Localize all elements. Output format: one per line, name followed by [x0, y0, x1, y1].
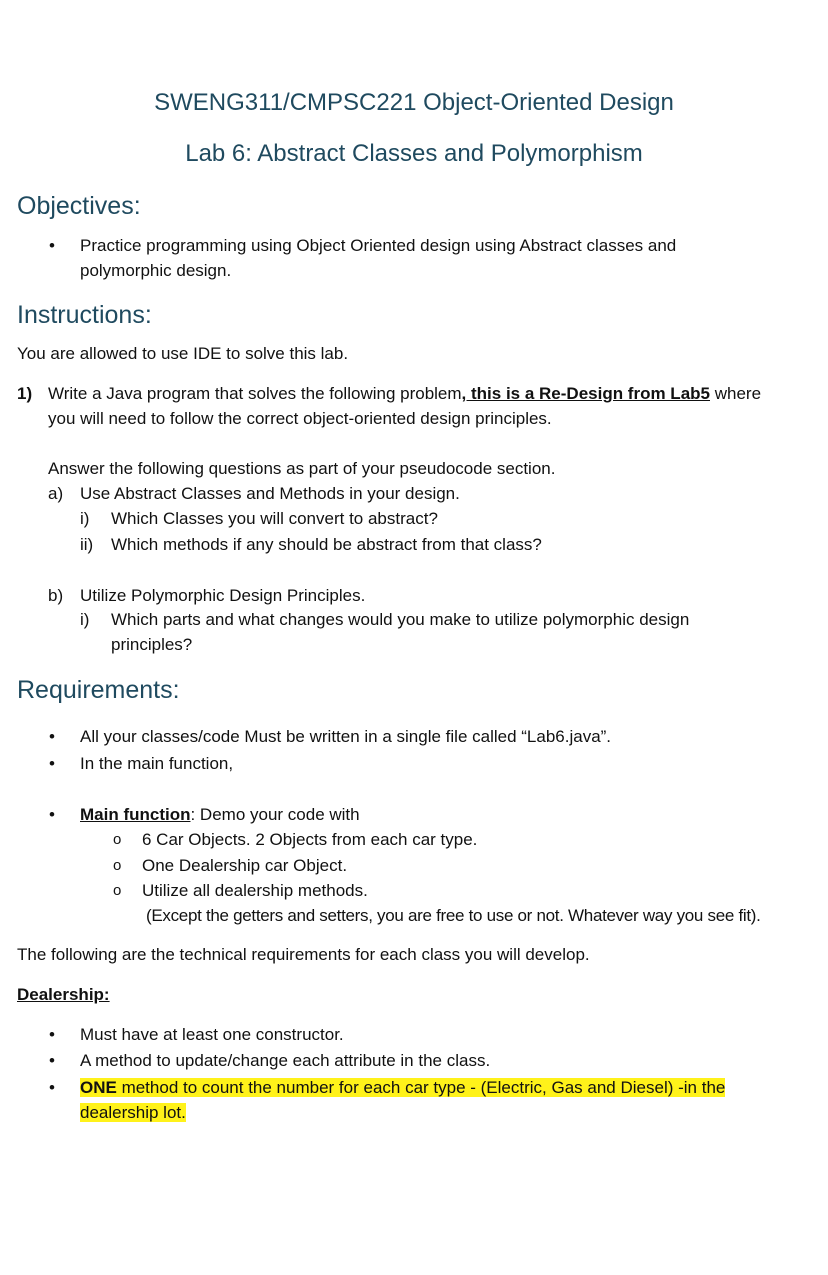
main-sub-item-1: o 6 Car Objects. 2 Objects from each car type.	[142, 827, 477, 852]
item-a-text: Use Abstract Classes and Methods in your design.	[80, 484, 460, 503]
requirement-item-2: • In the main function,	[80, 751, 233, 776]
dealership-lot-text: dealership lot.	[80, 1103, 186, 1122]
objectives-item-line2: polymorphic design.	[80, 261, 232, 280]
dealership-item-2: • A method to update/change each attribute in the class.	[80, 1048, 490, 1073]
getters-setters-note: (Except the getters and setters, you are free to use or not. Whatever way you see fit).	[146, 906, 761, 925]
item-a-i-label: i)	[80, 509, 90, 528]
question-1-text-end: where	[710, 384, 762, 403]
main-function-label: Main function	[80, 805, 191, 824]
course-title: SWENG311/CMPSC221 Object-Oriented Design	[154, 89, 674, 116]
ide-note: You are allowed to use IDE to solve this lab.	[17, 344, 349, 363]
item-b-i-label: i)	[80, 610, 90, 629]
objectives-heading: Objectives:	[17, 192, 141, 220]
item-a-i-text: Which Classes you will convert to abstract?	[111, 509, 438, 528]
main-sub-item-2: o One Dealership car Object.	[142, 853, 347, 878]
item-a-ii-label: ii)	[80, 535, 94, 554]
dealership-heading: Dealership:	[17, 985, 110, 1004]
question-1-number: 1)	[17, 384, 33, 403]
answer-intro: Answer the following questions as part of your pseudocode section.	[48, 459, 556, 478]
item-b-i-line2: principles?	[111, 635, 193, 654]
question-1-line1	[48, 381, 761, 406]
one-highlight: ONE	[80, 1078, 117, 1097]
objectives-item-line1: • Practice programming using Object Oriented design using Abstract classes and	[80, 233, 676, 258]
main-function-text: : Demo your code with	[190, 805, 360, 824]
question-1-text: Write a Java program that solves the following problem	[48, 384, 462, 403]
requirement-item-1: • All your classes/code Must be written in a single file called “Lab6.java”.	[80, 724, 611, 749]
dealership-item-3-line2	[80, 1100, 186, 1125]
lab-title: Lab 6: Abstract Classes and Polymorphism	[185, 140, 643, 167]
item-a-ii-text: Which methods if any should be abstract from that class?	[111, 535, 542, 554]
item-b-text: Utilize Polymorphic Design Principles.	[80, 586, 366, 605]
item-b-i-line1: Which parts and what changes would you make to utilize polymorphic design	[111, 610, 690, 629]
redesign-note: , this is a Re-Design from Lab5	[461, 384, 710, 403]
dealership-item-1: • Must have at least one constructor.	[80, 1022, 344, 1047]
question-1-line2: you will need to follow the correct object-oriented design principles.	[48, 409, 552, 428]
main-sub-item-3: o Utilize all dealership methods.	[142, 878, 368, 903]
item-a-label: a)	[48, 484, 64, 503]
dealership-item-3	[80, 1075, 725, 1100]
main-function-item	[80, 802, 360, 827]
count-method-text: method to count the number for each car type - (Electric, Gas and Diesel) -in the	[116, 1078, 726, 1097]
requirements-heading: Requirements:	[17, 676, 180, 704]
instructions-heading: Instructions:	[17, 301, 152, 329]
technical-requirements-intro: The following are the technical requirements for each class you will develop.	[17, 945, 590, 964]
item-b-label: b)	[48, 586, 64, 605]
